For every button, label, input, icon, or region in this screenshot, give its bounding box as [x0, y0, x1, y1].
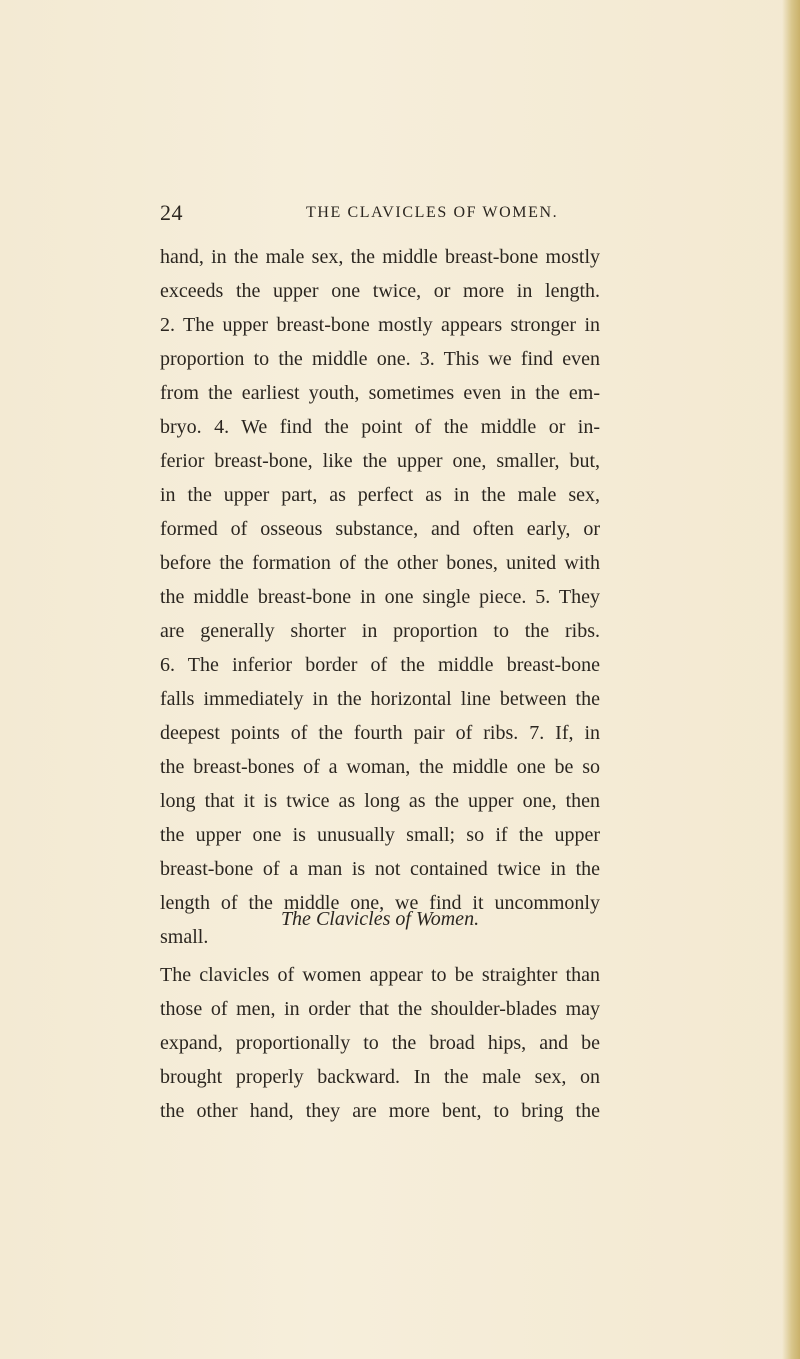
text-line: 2. The upper breast-bone mostly appears stronger in: [160, 314, 600, 336]
text-line: proportion to the middle one. 3. This we find even: [160, 348, 600, 370]
text-line: expand, proportionally to the broad hips, and be: [160, 1032, 600, 1054]
text-line: length of the middle one, we find it uncommonly: [160, 892, 600, 914]
text-line: hand, in the male sex, the middle breast-bone mostly: [160, 246, 600, 268]
section-title: The Clavicles of Women.: [280, 908, 480, 930]
text-line: ferior breast-bone, like the upper one, smaller, but,: [160, 450, 600, 472]
running-header: [160, 200, 600, 228]
text-line: bryo. 4. We find the point of the middle or in-: [160, 416, 600, 438]
text-line: long that it is twice as long as the upper one, then: [160, 790, 600, 812]
page-edge-shadow: [782, 0, 800, 1359]
paragraph-2: [160, 958, 600, 1128]
text-line: those of men, in order that the shoulder-blades may: [160, 998, 600, 1020]
running-title: THE CLAVICLES OF WOMEN.: [306, 204, 559, 221]
text-line: before the formation of the other bones, united with: [160, 552, 600, 574]
paragraph-1: [160, 240, 600, 954]
text-line: 6. The inferior border of the middle breast-bone: [160, 654, 600, 676]
text-line: brought properly backward. In the male sex, on: [160, 1066, 600, 1088]
text-line: the other hand, they are more bent, to bring the: [160, 1100, 600, 1122]
text-line: The clavicles of women appear to be straighter than: [160, 964, 600, 986]
text-line: breast-bone of a man is not contained twice in the: [160, 858, 600, 880]
text-line: the upper one is unusually small; so if the upper: [160, 824, 600, 846]
text-line: are generally shorter in proportion to the ribs.: [160, 620, 600, 642]
text-line: the middle breast-bone in one single piece. 5. They: [160, 586, 600, 608]
text-line: small.: [160, 926, 209, 948]
text-line: formed of osseous substance, and often early, or: [160, 518, 600, 540]
page-number: 24: [160, 200, 183, 225]
text-line: in the upper part, as perfect as in the male sex,: [160, 484, 600, 506]
text-line: exceeds the upper one twice, or more in length.: [160, 280, 600, 302]
text-line: deepest points of the fourth pair of ribs. 7. If, in: [160, 722, 600, 744]
text-line: falls immediately in the horizontal line between the: [160, 688, 600, 710]
text-line: from the earliest youth, sometimes even in the em-: [160, 382, 600, 404]
text-line: the breast-bones of a woman, the middle one be so: [160, 756, 600, 778]
